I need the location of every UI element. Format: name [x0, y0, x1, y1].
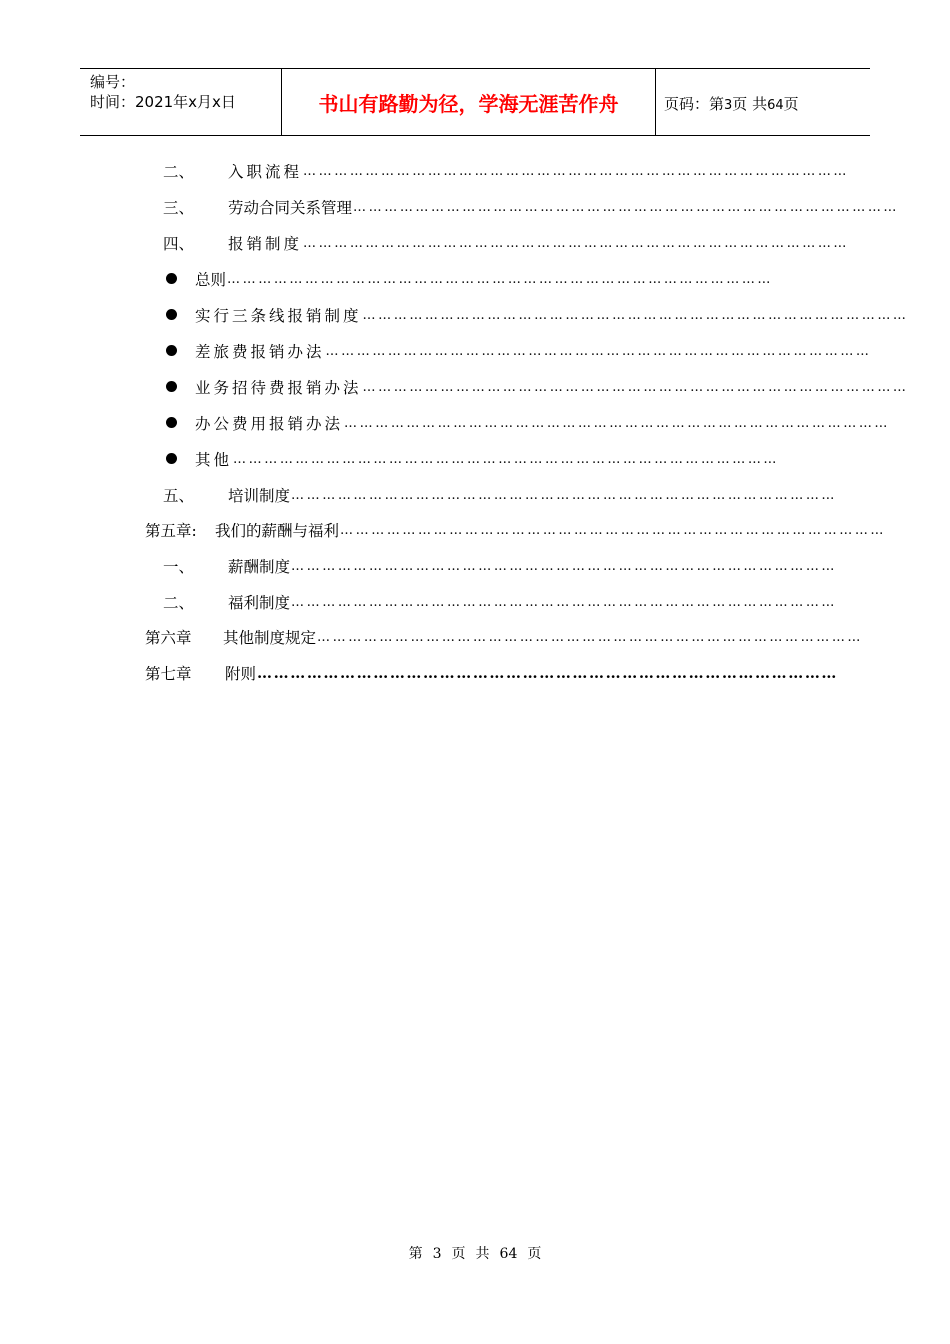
- toc-entry[interactable]: [163, 376, 909, 398]
- toc-entry[interactable]: [163, 484, 838, 506]
- bullet-icon: [166, 345, 177, 356]
- toc-entry-prefix: 二、: [163, 163, 195, 181]
- toc-leader-dots: ……………………………………………………………………………………………: [291, 594, 838, 610]
- bullet-icon: [166, 273, 177, 284]
- toc-chapter-entry[interactable]: [145, 662, 839, 684]
- toc-entry[interactable]: [163, 196, 900, 218]
- toc-entry-title: 差旅费报销办法: [195, 343, 325, 361]
- toc-chapter-prefix: 第七章: [145, 665, 192, 683]
- toc-entry-title: 实行三条线报销制度: [195, 307, 362, 325]
- header-page-label: 页码：第: [664, 95, 725, 113]
- toc-entry[interactable]: [163, 232, 850, 254]
- header-meta: [90, 72, 236, 112]
- toc-entry[interactable]: [163, 160, 850, 182]
- toc-entry-title: 业务招待费报销办法: [195, 379, 362, 397]
- toc-entry-title: 福利制度: [228, 594, 291, 612]
- toc-chapter-title: 我们的薪酬与福利: [215, 522, 340, 540]
- toc-entry-prefix: 一、: [163, 558, 195, 576]
- bullet-icon: [166, 453, 177, 464]
- footer-suffix: 页: [527, 1246, 542, 1262]
- toc-leader-dots: ……………………………………………………………………………………………: [344, 415, 891, 431]
- toc-chapter-title: 其他制度规定: [223, 629, 317, 647]
- toc-entry[interactable]: [163, 591, 838, 613]
- toc-leader-dots: ……………………………………………………………………………………………: [303, 163, 850, 179]
- toc-chapter-entry[interactable]: [145, 519, 887, 541]
- toc-entry-title: 总则: [195, 271, 227, 289]
- toc-chapter-prefix: 第五章:: [145, 522, 197, 540]
- bullet-icon: [166, 417, 177, 428]
- toc-entry-title: 办公费用报销办法: [195, 415, 344, 433]
- toc-leader-dots: ……………………………………………………………………………………………: [317, 629, 864, 645]
- toc-leader-dots: ……………………………………………………………………………………………: [353, 199, 900, 215]
- toc-leader-dots: ……………………………………………………………………………………………: [291, 558, 838, 574]
- toc-entry-bullet: [163, 306, 195, 324]
- toc-entry-bullet: [163, 450, 195, 468]
- toc-entry-bullet: [163, 270, 195, 288]
- toc-leader-dots: ……………………………………………………………………………………………: [257, 664, 839, 682]
- toc-leader-dots: ……………………………………………………………………………………………: [303, 235, 850, 251]
- toc-entry[interactable]: [163, 412, 891, 434]
- toc-leader-dots: ……………………………………………………………………………………………: [291, 487, 838, 503]
- toc-entry-prefix: 二、: [163, 594, 195, 612]
- toc-leader-dots: ……………………………………………………………………………………………: [340, 522, 887, 538]
- toc-entry-title: 其他: [195, 451, 233, 469]
- toc-entry[interactable]: [163, 555, 838, 577]
- toc-entry-title: 培训制度: [228, 487, 291, 505]
- footer-mid2: 共: [475, 1246, 490, 1262]
- toc-entry[interactable]: [163, 304, 909, 326]
- toc-entry-bullet: [163, 378, 195, 396]
- toc-chapter-prefix: 第六章: [145, 629, 192, 647]
- toc-entry[interactable]: [163, 340, 872, 362]
- toc-entry-title: 入职流程: [228, 163, 303, 181]
- toc-entry-title: 劳动合同关系管理: [228, 199, 353, 217]
- toc-entry-title: 薪酬制度: [228, 558, 291, 576]
- toc-leader-dots: ……………………………………………………………………………………………: [362, 379, 909, 395]
- header-motto: 书山有路勤为径，学海无涯苦作舟: [318, 92, 619, 116]
- header-page-indicator: [664, 93, 799, 117]
- header-page-total: 64: [767, 98, 784, 113]
- footer-prefix: 第: [408, 1246, 423, 1262]
- toc-entry-prefix: 五、: [163, 487, 195, 505]
- toc-chapter-title: 附则: [225, 665, 257, 683]
- toc-leader-dots: ……………………………………………………………………………………………: [362, 307, 909, 323]
- header-number-label: 编号：: [90, 73, 136, 91]
- toc-leader-dots: ……………………………………………………………………………………………: [233, 451, 780, 467]
- header-page-current: 3: [724, 98, 733, 113]
- toc-entry-title: 报销制度: [228, 235, 303, 253]
- bullet-icon: [166, 309, 177, 320]
- footer-mid1: 页: [451, 1246, 466, 1262]
- toc-leader-dots: ……………………………………………………………………………………………: [325, 343, 872, 359]
- header-time-label: 时间：2021年x月x日: [90, 93, 236, 111]
- header-page-suffix: 页: [783, 95, 799, 113]
- header-page-mid: 页 共: [732, 95, 768, 113]
- page-header: [80, 68, 870, 136]
- toc-entry[interactable]: [163, 268, 803, 290]
- toc-entry-prefix: 四、: [163, 235, 195, 253]
- toc-leader-dots: ……………………………………………………………………………………………: [227, 271, 774, 287]
- header-divider-right: [655, 69, 656, 135]
- footer-page-current: 3: [432, 1246, 442, 1262]
- footer-page-total: 64: [499, 1246, 518, 1262]
- toc-chapter-entry[interactable]: [145, 626, 864, 648]
- toc-entry-prefix: 三、: [163, 199, 195, 217]
- toc-entry-bullet: [163, 342, 195, 360]
- toc-entry-bullet: [163, 414, 195, 432]
- bullet-icon: [166, 381, 177, 392]
- toc-entry[interactable]: [163, 448, 803, 470]
- page-footer: [0, 1244, 950, 1264]
